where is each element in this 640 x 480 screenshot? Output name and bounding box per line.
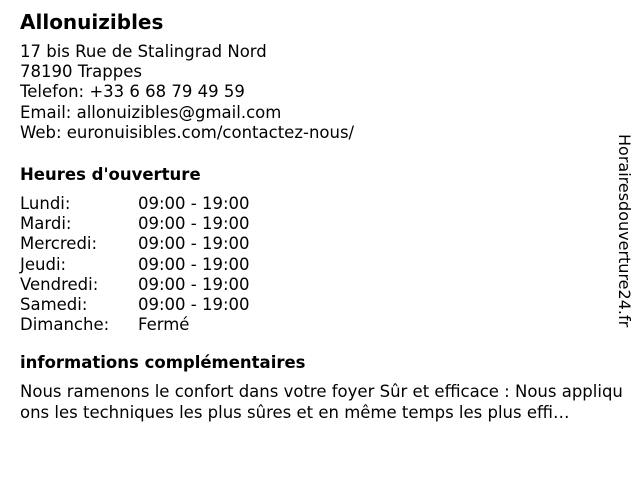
hours-row-sunday <box>20 315 630 335</box>
day-hours: Fermé <box>138 315 190 335</box>
website-line[interactable]: Web: euronuisibles.com/contactez-nous/ <box>20 122 355 142</box>
day-hours: 09:00 - 19:00 <box>138 295 250 315</box>
hours-table <box>20 194 630 335</box>
phone-line[interactable]: Telefon: +33 6 68 79 49 59 <box>20 82 245 102</box>
day-hours: 09:00 - 19:00 <box>138 234 250 254</box>
hours-row-wednesday <box>20 234 630 254</box>
business-card <box>20 9 630 423</box>
info-description: Nous ramenons le confort dans votre foyer Sûr et efficace : Nous appliquons les techniques les plus sûres et en même temps les plus effi… <box>20 382 623 422</box>
day-hours: 09:00 - 19:00 <box>138 274 250 294</box>
day-label: Mercredi: <box>20 234 98 254</box>
address-city: 78190 Trappes <box>20 62 142 82</box>
hours-row-monday <box>20 194 630 214</box>
business-name: Allonuizibles <box>20 10 164 34</box>
hours-row-friday <box>20 275 630 295</box>
day-label: Samedi: <box>20 295 88 315</box>
day-label: Jeudi: <box>20 254 67 274</box>
day-label: Vendredi: <box>20 274 99 294</box>
address-street: 17 bis Rue de Stalingrad Nord <box>20 42 267 61</box>
day-label: Mardi: <box>20 214 72 234</box>
info-heading: informations complémentaires <box>20 353 306 373</box>
hours-row-tuesday <box>20 214 630 234</box>
day-hours: 09:00 - 19:00 <box>138 214 250 234</box>
day-hours: 09:00 - 19:00 <box>138 194 250 214</box>
day-label: Lundi: <box>20 194 71 214</box>
email-line[interactable]: Email: allonuizibles@gmail.com <box>20 102 282 122</box>
day-hours: 09:00 - 19:00 <box>138 254 250 274</box>
hours-row-thursday <box>20 255 630 275</box>
hours-row-saturday <box>20 295 630 315</box>
hours-heading: Heures d'ouverture <box>20 165 201 185</box>
site-watermark: Horairesdouverture24.fr <box>615 134 634 328</box>
day-label: Dimanche: <box>20 315 110 335</box>
